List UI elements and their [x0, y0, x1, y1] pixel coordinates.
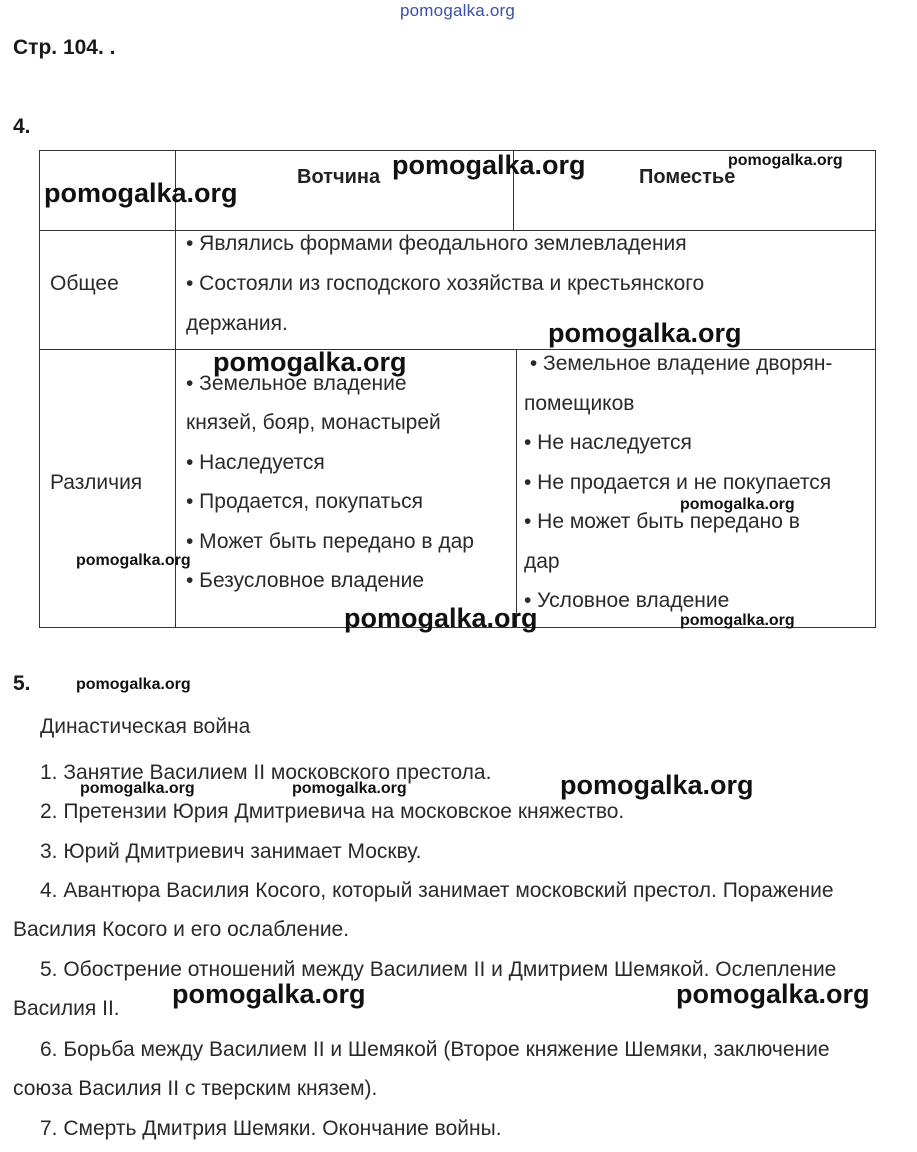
votchina-line-2: князей, бояр, монастырей: [186, 411, 441, 434]
header-votchina: Вотчина: [297, 166, 381, 188]
pomestie-line-6: дар: [524, 550, 560, 573]
watermark: pomogalka.org: [213, 347, 407, 377]
common-line-1: • Являлись формами феодального землевладения: [186, 232, 687, 255]
common-line-3: держания.: [186, 312, 288, 335]
pomestie-line-3: • Не наследуется: [524, 431, 692, 454]
pomestie-line-4: • Не продается и не покупается: [524, 471, 832, 494]
header-pomestie: Поместье: [639, 166, 736, 188]
q5-line-5: Василия Косого и его ослабление.: [13, 918, 350, 941]
q5-line-7: Василия II.: [13, 997, 120, 1020]
watermark: pomogalka.org: [560, 770, 754, 800]
pomestie-line-7: • Условное владение: [524, 589, 730, 612]
votchina-line-6: • Безусловное владение: [186, 569, 425, 592]
watermark: pomogalka.org: [76, 676, 191, 693]
votchina-line-5: • Может быть передано в дар: [186, 530, 474, 553]
watermark: pomogalka.org: [728, 152, 843, 169]
q5-line-6: 5. Обострение отношений между Василием II и Дмитрием Шемякой. Ослепление: [40, 958, 837, 981]
watermark: pomogalka.org: [548, 318, 742, 348]
q5-line-10: 7. Смерть Дмитрия Шемяки. Окончание войны.: [40, 1117, 502, 1140]
watermark: pomogalka.org: [80, 780, 195, 797]
table-border-right: [875, 150, 876, 628]
page-reference: Стр. 104. .: [13, 36, 116, 59]
pomestie-line-2: помещиков: [524, 392, 635, 415]
q5-line-9: союза Василия II с тверским князем).: [13, 1077, 378, 1100]
watermark: pomogalka.org: [76, 552, 191, 569]
q5-line-1: 1. Занятие Василием II московского престола.: [40, 761, 492, 784]
table-divider-header: [39, 230, 876, 231]
watermark: pomogalka.org: [344, 603, 538, 633]
votchina-line-3: • Наследуется: [186, 451, 325, 474]
pomestie-line-5: • Не может быть передано в: [524, 510, 800, 533]
pomestie-line-1: • Земельное владение дворян-: [524, 352, 833, 375]
watermark: pomogalka.org: [676, 979, 870, 1009]
watermark: pomogalka.org: [392, 150, 586, 180]
table-divider-row: [39, 349, 876, 350]
q5-line-8: 6. Борьба между Василием II и Шемякой (Второе княжение Шемяки, заключение: [40, 1038, 830, 1061]
votchina-line-1: • Земельное владение: [186, 372, 407, 395]
watermark: pomogalka.org: [44, 178, 238, 208]
top-watermark: pomogalka.org: [400, 1, 516, 20]
q5-line-3: 3. Юрий Дмитриевич занимает Москву.: [40, 840, 422, 863]
row-label-common: Общее: [50, 272, 119, 295]
table-divider-col2-body: [516, 349, 517, 628]
table-border-left: [39, 150, 40, 628]
question-4-number: 4.: [13, 115, 31, 138]
watermark: pomogalka.org: [680, 612, 795, 629]
q5-line-4: 4. Авантюра Василия Косого, который занимает московский престол. Поражение: [40, 879, 834, 902]
watermark: pomogalka.org: [292, 780, 407, 797]
votchina-line-4: • Продается, покупаться: [186, 490, 424, 513]
watermark: pomogalka.org: [172, 979, 366, 1009]
watermark: pomogalka.org: [680, 496, 795, 513]
question-5-number: 5.: [13, 672, 31, 695]
question-5-title: Династическая война: [40, 715, 251, 738]
row-label-differences: Различия: [50, 471, 143, 494]
q5-line-2: 2. Претензии Юрия Дмитриевича на московское княжество.: [40, 800, 625, 823]
common-line-2: • Состояли из господского хозяйства и крестьянского: [186, 272, 705, 295]
